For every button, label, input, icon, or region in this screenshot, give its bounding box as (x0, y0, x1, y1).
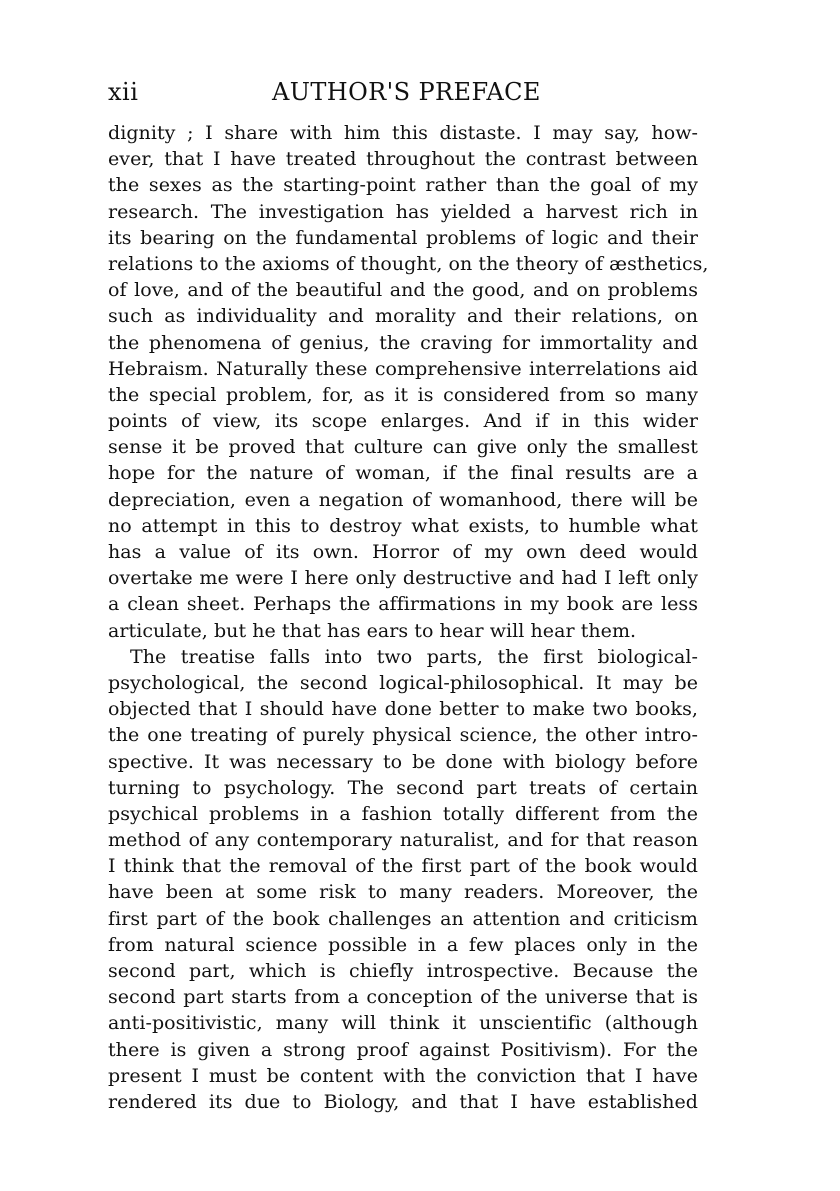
text-line: the phenomena of genius, the craving for immortality and (108, 331, 698, 354)
paragraph-1 (108, 120, 709, 644)
text-line: rendered its due to Biology, and that I have established (108, 1090, 698, 1113)
text-line: overtake me were I here only destructive and had I left only (108, 567, 698, 590)
text-line: spective. It was necessary to be done with biology before (108, 750, 698, 773)
text-line: Hebraism. Naturally these comprehensive interrelations aid (108, 357, 698, 380)
text-line: first part of the book challenges an attention and criticism (108, 907, 698, 930)
text-line: psychical problems in a fashion totally different from the (108, 802, 698, 825)
text-line: has a value of its own. Horror of my own deed would (108, 541, 698, 563)
text-line: from natural science possible in a few places only in the (108, 933, 698, 956)
paragraph-2 (108, 644, 698, 1115)
text-line: a clean sheet. Perhaps the affirmations in my book are less (108, 593, 698, 616)
text-line: method of any contemporary naturalist, and for that reason (108, 829, 698, 852)
text-line: points of view, its scope enlarges. And if in this wider (108, 410, 698, 433)
text-line: of love, and of the beautiful and the good, and on problems (108, 279, 698, 302)
text-line: hope for the nature of woman, if the final results are a (108, 462, 698, 485)
text-line: The treatise falls into two parts, the first biological- (130, 645, 698, 668)
text-line: sense it be proved that culture can give only the smallest (108, 436, 698, 459)
text-line: depreciation, even a negation of womanhood, there will be (108, 488, 698, 511)
text-line: second part, which is chiefly introspective. Because the (108, 960, 698, 982)
text-line: relations to the axioms of thought, on the theory of æsthetics, (108, 252, 709, 275)
body-text (108, 120, 709, 1115)
page-number: xii (108, 78, 139, 106)
text-line: psychological, the second logical-philosophical. It may be (108, 671, 698, 694)
text-line: have been at some risk to many readers. Moreover, the (108, 881, 698, 904)
running-title: AUTHOR'S PREFACE (272, 78, 541, 106)
text-line: dignity ; I share with him this distaste. I may say, how- (108, 122, 698, 144)
text-line: research. The investigation has yielded a harvest rich in (108, 200, 698, 223)
text-line: ever, that I have treated throughout the contrast between (108, 148, 698, 171)
text-line: second part starts from a conception of the universe that is (108, 986, 698, 1009)
text-line: I think that the removal of the first part of the book would (108, 855, 698, 878)
text-line: there is given a strong proof against Positivism). For the (108, 1038, 698, 1061)
text-line: objected that I should have done better to make two books, (108, 698, 698, 721)
running-head (108, 74, 698, 110)
text-line: articulate, but he that has ears to hear will hear them. (108, 619, 637, 642)
text-line: the special problem, for, as it is considered from so many (108, 383, 698, 406)
text-line: turning to psychology. The second part treats of certain (108, 776, 698, 799)
text-line: its bearing on the fundamental problems of logic and their (108, 226, 698, 249)
text-line: the one treating of purely physical science, the other intro- (108, 724, 698, 747)
text-line: no attempt in this to destroy what exists, to humble what (108, 514, 698, 537)
text-line: such as individuality and morality and their relations, on (108, 305, 698, 328)
text-line: present I must be content with the conviction that I have (108, 1064, 698, 1087)
text-line: anti-positivistic, many will think it unscientific (although (108, 1012, 698, 1035)
text-line: the sexes as the starting-point rather than the goal of my (108, 174, 698, 197)
